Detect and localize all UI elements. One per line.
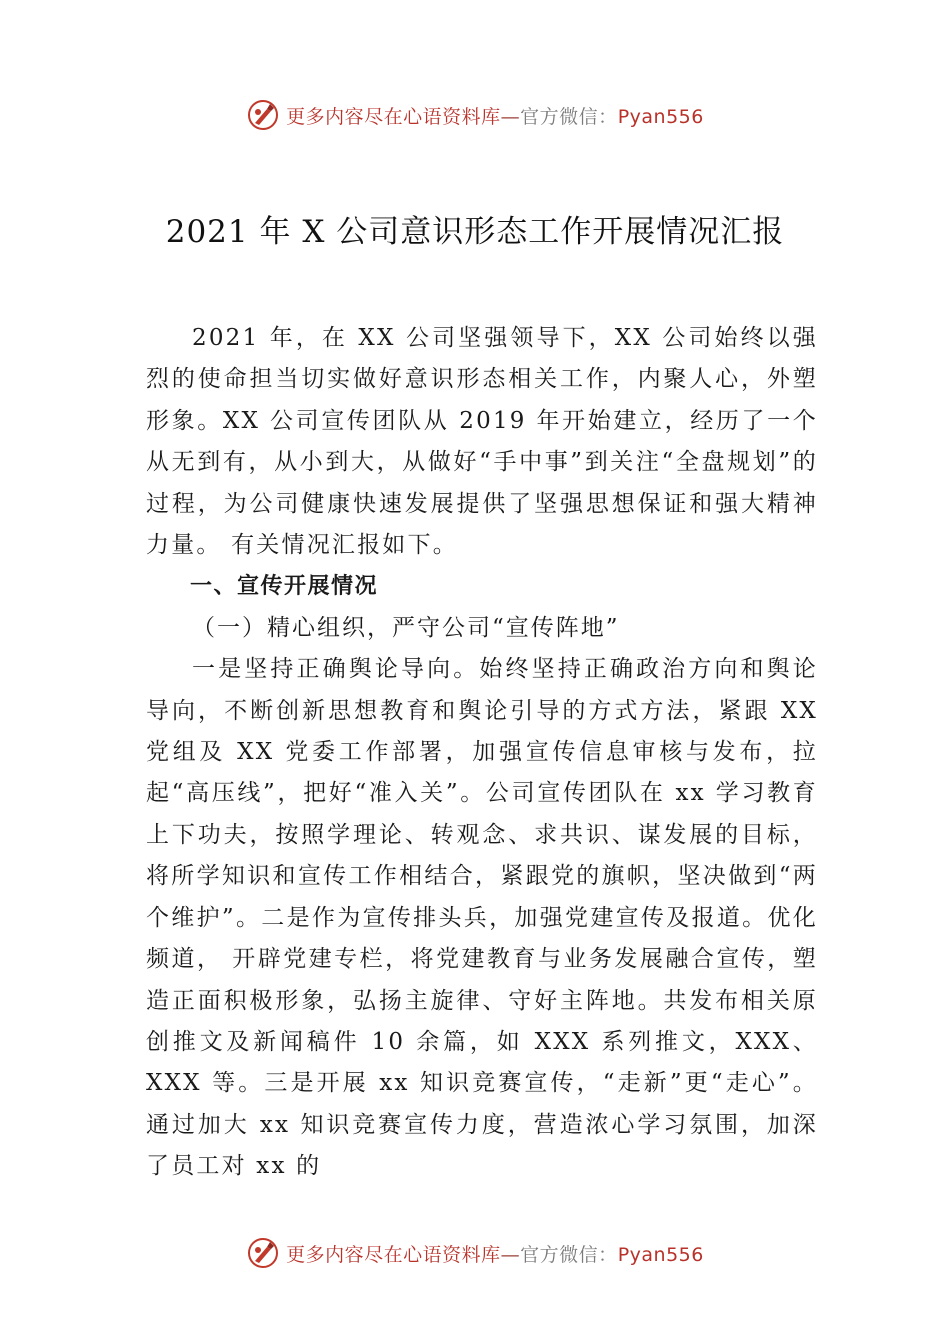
- red-pen-nib-logo-icon: [246, 1236, 280, 1270]
- banner-dash: —: [500, 105, 521, 128]
- document-body: [146, 318, 818, 1188]
- banner-text: [286, 1240, 704, 1267]
- banner-dash: —: [500, 1243, 521, 1266]
- banner-wechat-handle: Pyan556: [617, 1243, 704, 1266]
- body-paragraph: 一是坚持正确舆论导向。始终坚持正确政治方向和舆论导向，不断创新思想教育和舆论引导的方式方法，紧跟 XX 党组及 XX 党委工作部署，加强宣传信息审核与发布，拉起“高压线”，把好“准入关”。公司宣传团队在 xx 学习教育上下功夫，按照学理论、转观念、求共识、谋发展的目标，将所学知识和宣传工作相结合，紧跟党的旗帜，坚决做到“两个维护”。二是作为宣传排头兵，加强党建宣传及报道。优化频道， 开辟党建专栏，将党建教育与业务发展融合宣传，塑造正面积极形象，弘扬主旋律、守好主阵地。共发布相关原创推文及新闻稿件 10 余篇，如 XXX 系列推文，XXX、XXX 等。三是开展 xx 知识竞赛宣传，“走新”更“走心”。通过加大 xx 知识竞赛宣传力度，营造浓心学习氛围，加深了员工对 xx 的: [146, 656, 818, 1180]
- banner-wechat-label: 官方微信：: [520, 1243, 618, 1266]
- subsection-heading: （一）精心组织，严守公司“宣传阵地”: [192, 614, 620, 641]
- banner-wechat-label: 官方微信：: [520, 105, 618, 128]
- document-title: 2021 年 X 公司意识形态工作开展情况汇报: [165, 214, 785, 250]
- banner-text: [286, 102, 704, 129]
- banner-main-text: 更多内容尽在心语资料库: [286, 105, 501, 128]
- header-banner: [0, 95, 950, 135]
- footer-banner: [0, 1233, 950, 1273]
- banner-main-text: 更多内容尽在心语资料库: [286, 1243, 501, 1266]
- banner-wechat-handle: Pyan556: [617, 105, 704, 128]
- red-pen-nib-logo-icon: [246, 98, 280, 132]
- intro-paragraph: 2021 年，在 XX 公司坚强领导下，XX 公司始终以强烈的使命担当切实做好意识形态相关工作，内聚人心，外塑形象。XX 公司宣传团队从 2019 年开始建立，经历了一个从无到有，从小到大，从做好“手中事”到关注“全盘规划”的过程，为公司健康快速发展提供了坚强思想保证和强大精神力量。 有关情况汇报如下。: [146, 325, 818, 559]
- section-heading: 一、宣传开展情况: [190, 574, 379, 600]
